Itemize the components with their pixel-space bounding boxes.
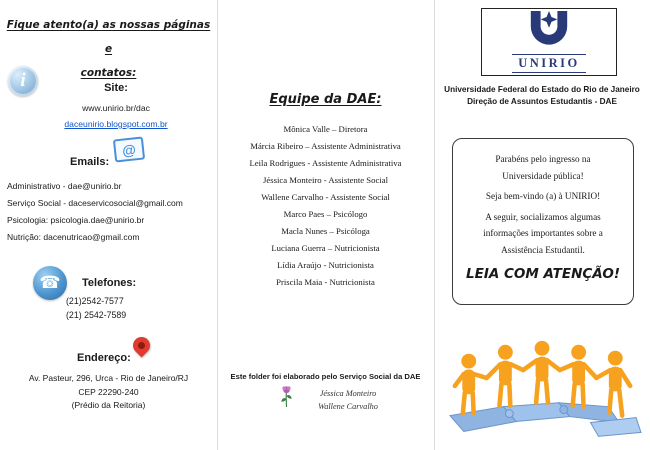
welcome-line: A seguir, socializamos algumas [485,211,601,222]
address-line: CEP 22290-240 [78,386,139,397]
address-label: Endereço: [77,352,131,364]
contacts-heading-line1: Fique atento(a) as nossas páginas e [6,19,211,55]
email-icon [113,136,145,162]
blog-url[interactable]: daceunirio.blogspot.com.br [64,119,168,129]
welcome-line: informações importantes sobre a [483,228,603,238]
team-heading: Equipe da DAE: [269,92,382,107]
team-member: Wallene Carvalho - Assistente Social [261,192,390,202]
email-item: Psicologia: psicologia.dae@unirio.br [7,215,145,225]
map-pin-icon [129,333,153,357]
team-member: Luciana Guerra – Nutricionista [271,243,380,253]
cover-panel [434,0,650,450]
welcome-line: Universidade pública! [502,170,584,181]
phone-icon-glyph: ☎ [39,273,61,292]
team-member: Priscila Maia - Nutricionista [276,277,375,287]
team-list [217,121,434,291]
address-line: Av. Pasteur, 296, Urca - Rio de Janeiro/RJ [28,373,189,383]
university-line2: Direção de Assuntos Estudantis - DAE [467,96,617,106]
email-icon-glyph: @ [121,140,137,159]
site-url[interactable]: www.unirio.br/dac [82,103,150,113]
address-line: (Prédio da Reitoria) [71,400,146,410]
welcome-line: Parabéns pelo ingresso na [495,154,591,164]
address-lines [0,372,217,413]
team-member: Márcia Ribeiro – Assistente Administrativa [250,141,401,151]
team-member: Lídia Araújo - Nutricionista [277,260,374,270]
team-member: Leila Rodrigues - Assistente Administrativa [249,158,402,168]
team-member: Macla Nunes – Psicóloga [281,226,370,236]
emails-label: Emails: [70,156,110,168]
emails-list [7,178,213,246]
email-item: Serviço Social - daceservicosocial@gmail.com [7,198,183,208]
phones-label: Telefones: [82,277,137,289]
site-section [38,82,194,129]
attention-text: LEIA COM ATENÇÃO! [466,266,620,282]
contacts-panel [0,0,217,450]
signature: Jéssica Monteiro [319,389,377,398]
teamwork-illustration [444,306,642,444]
phone-number: (21)2542-7577 [66,296,124,306]
unirio-logo-word: UNIRIO [512,54,586,73]
team-member: Marco Paes – Psicólogo [283,209,368,219]
university-line1: Universidade Federal do Estado do Rio de Janeiro [444,85,640,94]
team-member: Jéssica Monteiro - Assistente Social [263,175,388,185]
unirio-logo-icon [528,11,570,51]
info-icon-glyph: i [20,70,26,91]
credit-line: Este folder foi elaborado pelo Serviço Social da DAE [230,372,421,381]
signature: Wallene Carvalho [318,401,378,411]
university-title [434,84,650,107]
team-member: Mônica Valle – Diretora [283,124,368,134]
phone-icon [33,266,67,300]
team-panel [217,0,434,450]
welcome-line: Seja bem-vindo (a) à UNIRIO! [485,191,601,201]
info-icon [8,66,38,96]
welcome-line: Assistência Estudantil. [501,244,585,255]
site-label: Site: [104,82,128,94]
phones-list [66,294,126,322]
welcome-box [452,138,634,305]
email-item: Administrativo - dae@unirio.br [7,181,122,191]
signatures [293,388,403,413]
unirio-logo-box [481,8,617,76]
phone-number: (21) 2542-7589 [66,310,127,320]
flower-icon [279,385,294,413]
puzzle-pieces [450,403,641,437]
email-item: Nutrição: dacenutricao@gmail.com [7,232,140,242]
contacts-heading-line2: contatos: [80,67,137,79]
